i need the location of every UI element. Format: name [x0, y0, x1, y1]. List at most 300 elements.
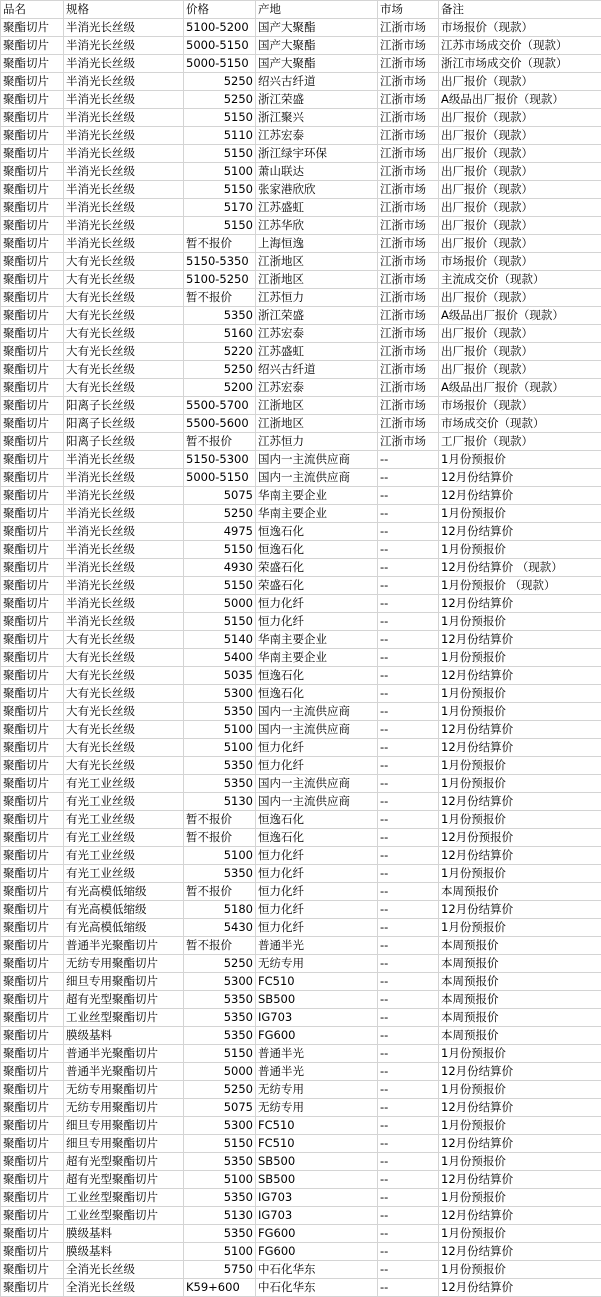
remark-cell: 1月份预报价 — [439, 1045, 601, 1063]
price-cell: 暂不报价 — [184, 433, 256, 451]
origin-cell: 江苏恒力 — [256, 433, 378, 451]
product-cell: 聚酯切片 — [1, 631, 64, 649]
header-product: 品名 — [1, 1, 64, 19]
spec-cell: 有光高模低缩级 — [64, 883, 184, 901]
spec-cell: 半消光长丝级 — [64, 199, 184, 217]
market-cell: -- — [378, 793, 439, 811]
remark-cell: 12月份结算价 — [439, 1135, 601, 1153]
origin-cell: 无纺专用 — [256, 1099, 378, 1117]
origin-cell: IG703 — [256, 1189, 378, 1207]
spec-cell: 半消光长丝级 — [64, 505, 184, 523]
product-cell: 聚酯切片 — [1, 595, 64, 613]
remark-cell: 12月份结算价 — [439, 739, 601, 757]
price-cell: 暂不报价 — [184, 289, 256, 307]
table-row — [1, 1153, 601, 1171]
product-cell: 聚酯切片 — [1, 829, 64, 847]
spec-cell: 普通半光聚酯切片 — [64, 937, 184, 955]
price-cell: 5500-5700 — [184, 397, 256, 415]
product-cell: 聚酯切片 — [1, 721, 64, 739]
product-cell: 聚酯切片 — [1, 865, 64, 883]
price-cell: 5035 — [184, 667, 256, 685]
market-cell: 江浙市场 — [378, 55, 439, 73]
spec-cell: 膜级基料 — [64, 1027, 184, 1045]
product-cell: 聚酯切片 — [1, 487, 64, 505]
price-cell: 5300 — [184, 1117, 256, 1135]
remark-cell: 12月份结算价 （现款） — [439, 559, 601, 577]
remark-cell: 1月份预报价 — [439, 1153, 601, 1171]
header-price: 价格 — [184, 1, 256, 19]
table-row — [1, 973, 601, 991]
table-row — [1, 235, 601, 253]
origin-cell: 张家港欣欣 — [256, 181, 378, 199]
product-cell: 聚酯切片 — [1, 739, 64, 757]
spec-cell: 无纺专用聚酯切片 — [64, 955, 184, 973]
product-cell: 聚酯切片 — [1, 37, 64, 55]
spec-cell: 大有光长丝级 — [64, 307, 184, 325]
product-cell: 聚酯切片 — [1, 883, 64, 901]
price-cell: 5150 — [184, 217, 256, 235]
origin-cell: 国内一主流供应商 — [256, 793, 378, 811]
market-cell: 江浙市场 — [378, 127, 439, 145]
product-cell: 聚酯切片 — [1, 1243, 64, 1261]
market-cell: 江浙市场 — [378, 145, 439, 163]
table-row — [1, 811, 601, 829]
remark-cell: 12月份结算价 — [439, 1207, 601, 1225]
remark-cell: 出厂报价（现款） — [439, 73, 601, 91]
origin-cell: 萧山联达 — [256, 163, 378, 181]
product-cell: 聚酯切片 — [1, 1063, 64, 1081]
price-cell: 5150 — [184, 613, 256, 631]
table-row — [1, 523, 601, 541]
table-row — [1, 595, 601, 613]
spec-cell: 大有光长丝级 — [64, 685, 184, 703]
product-cell: 聚酯切片 — [1, 163, 64, 181]
remark-cell: 出厂报价（现款） — [439, 181, 601, 199]
origin-cell: 恒逸石化 — [256, 541, 378, 559]
remark-cell: 1月份预报价 — [439, 685, 601, 703]
remark-cell: 出厂报价（现款） — [439, 325, 601, 343]
table-row — [1, 1117, 601, 1135]
spec-cell: 半消光长丝级 — [64, 523, 184, 541]
remark-cell: A级品出厂报价（现款） — [439, 307, 601, 325]
table-row — [1, 1171, 601, 1189]
origin-cell: 江苏宏泰 — [256, 325, 378, 343]
spec-cell: 超有光型聚酯切片 — [64, 1171, 184, 1189]
table-row — [1, 667, 601, 685]
spec-cell: 半消光长丝级 — [64, 73, 184, 91]
table-row — [1, 127, 601, 145]
market-cell: -- — [378, 559, 439, 577]
origin-cell: FG600 — [256, 1225, 378, 1243]
product-cell: 聚酯切片 — [1, 703, 64, 721]
origin-cell: 国内一主流供应商 — [256, 721, 378, 739]
table-row — [1, 145, 601, 163]
origin-cell: 江浙地区 — [256, 253, 378, 271]
origin-cell: 国产大聚酯 — [256, 37, 378, 55]
product-cell: 聚酯切片 — [1, 811, 64, 829]
price-cell: 5100-5250 — [184, 271, 256, 289]
table-row — [1, 1207, 601, 1225]
market-cell: 江浙市场 — [378, 325, 439, 343]
origin-cell: 江苏盛虹 — [256, 199, 378, 217]
spec-cell: 半消光长丝级 — [64, 559, 184, 577]
origin-cell: 荣盛石化 — [256, 559, 378, 577]
product-cell: 聚酯切片 — [1, 757, 64, 775]
table-row — [1, 1225, 601, 1243]
table-row — [1, 1045, 601, 1063]
remark-cell: 出厂报价（现款） — [439, 361, 601, 379]
table-row — [1, 631, 601, 649]
price-cell: 5100 — [184, 739, 256, 757]
market-cell: 江浙市场 — [378, 217, 439, 235]
market-cell: 江浙市场 — [378, 415, 439, 433]
spec-cell: 工业丝型聚酯切片 — [64, 1009, 184, 1027]
spec-cell: 大有光长丝级 — [64, 757, 184, 775]
origin-cell: 恒逸石化 — [256, 829, 378, 847]
price-cell: 暂不报价 — [184, 235, 256, 253]
origin-cell: 恒力化纤 — [256, 865, 378, 883]
market-cell: 江浙市场 — [378, 235, 439, 253]
spec-cell: 半消光长丝级 — [64, 577, 184, 595]
spec-cell: 超有光型聚酯切片 — [64, 991, 184, 1009]
market-cell: 江浙市场 — [378, 19, 439, 37]
table-row — [1, 1063, 601, 1081]
price-cell: 5250 — [184, 505, 256, 523]
market-cell: -- — [378, 451, 439, 469]
spec-cell: 半消光长丝级 — [64, 145, 184, 163]
table-row — [1, 1009, 601, 1027]
market-cell: -- — [378, 775, 439, 793]
table-row — [1, 415, 601, 433]
market-cell: -- — [378, 955, 439, 973]
remark-cell: 市场报价（现款） — [439, 19, 601, 37]
remark-cell: 12月份结算价 — [439, 523, 601, 541]
origin-cell: 恒力化纤 — [256, 847, 378, 865]
spec-cell: 无纺专用聚酯切片 — [64, 1099, 184, 1117]
product-cell: 聚酯切片 — [1, 577, 64, 595]
remark-cell: 浙江市场成交价（现款） — [439, 55, 601, 73]
product-cell: 聚酯切片 — [1, 667, 64, 685]
origin-cell: FC510 — [256, 973, 378, 991]
remark-cell: 1月份预报价 — [439, 451, 601, 469]
market-cell: -- — [378, 667, 439, 685]
remark-cell: 1月份预报价 （现款） — [439, 577, 601, 595]
product-cell: 聚酯切片 — [1, 937, 64, 955]
table-row — [1, 325, 601, 343]
remark-cell: 1月份预报价 — [439, 757, 601, 775]
remark-cell: 1月份预报价 — [439, 1117, 601, 1135]
table-row — [1, 181, 601, 199]
table-row — [1, 1243, 601, 1261]
product-cell: 聚酯切片 — [1, 271, 64, 289]
market-cell: -- — [378, 991, 439, 1009]
header-remark: 备注 — [439, 1, 601, 19]
product-cell: 聚酯切片 — [1, 361, 64, 379]
spec-cell: 半消光长丝级 — [64, 487, 184, 505]
remark-cell: 1月份预报价 — [439, 505, 601, 523]
spec-cell: 普通半光聚酯切片 — [64, 1063, 184, 1081]
price-cell: 5100 — [184, 1243, 256, 1261]
market-cell: -- — [378, 577, 439, 595]
market-cell: 江浙市场 — [378, 91, 439, 109]
table-row — [1, 937, 601, 955]
origin-cell: 国内一主流供应商 — [256, 451, 378, 469]
remark-cell: A级品出厂报价（现款） — [439, 379, 601, 397]
market-cell: -- — [378, 685, 439, 703]
origin-cell: IG703 — [256, 1207, 378, 1225]
remark-cell: 1月份预报价 — [439, 613, 601, 631]
origin-cell: FG600 — [256, 1027, 378, 1045]
market-cell: -- — [378, 901, 439, 919]
market-cell: -- — [378, 523, 439, 541]
price-cell: K59+600 — [184, 1279, 256, 1297]
market-cell: 江浙市场 — [378, 397, 439, 415]
origin-cell: 恒逸石化 — [256, 523, 378, 541]
product-cell: 聚酯切片 — [1, 325, 64, 343]
price-cell: 5500-5600 — [184, 415, 256, 433]
market-cell: -- — [378, 883, 439, 901]
market-cell: 江浙市场 — [378, 163, 439, 181]
origin-cell: 国产大聚酯 — [256, 19, 378, 37]
remark-cell: 市场报价（现款） — [439, 253, 601, 271]
origin-cell: 江苏恒力 — [256, 289, 378, 307]
market-cell: -- — [378, 1063, 439, 1081]
price-cell: 5170 — [184, 199, 256, 217]
price-cell: 5350 — [184, 865, 256, 883]
spec-cell: 阳离子长丝级 — [64, 415, 184, 433]
price-cell: 5100 — [184, 847, 256, 865]
remark-cell: 1月份预报价 — [439, 865, 601, 883]
price-cell: 5350 — [184, 1153, 256, 1171]
origin-cell: FG600 — [256, 1243, 378, 1261]
origin-cell: 恒力化纤 — [256, 739, 378, 757]
product-cell: 聚酯切片 — [1, 1135, 64, 1153]
remark-cell: 市场报价（现款） — [439, 397, 601, 415]
origin-cell: 中石化华东 — [256, 1261, 378, 1279]
spec-cell: 半消光长丝级 — [64, 37, 184, 55]
market-cell: -- — [378, 739, 439, 757]
product-cell: 聚酯切片 — [1, 451, 64, 469]
price-cell: 5350 — [184, 1225, 256, 1243]
price-cell: 5150 — [184, 109, 256, 127]
origin-cell: 华南主要企业 — [256, 505, 378, 523]
origin-cell: IG703 — [256, 1009, 378, 1027]
origin-cell: FC510 — [256, 1135, 378, 1153]
product-cell: 聚酯切片 — [1, 919, 64, 937]
spec-cell: 大有光长丝级 — [64, 379, 184, 397]
price-cell: 5150 — [184, 181, 256, 199]
market-cell: -- — [378, 1279, 439, 1297]
spec-cell: 有光工业丝级 — [64, 793, 184, 811]
remark-cell: 本周预报价 — [439, 1027, 601, 1045]
market-cell: -- — [378, 829, 439, 847]
origin-cell: 恒力化纤 — [256, 613, 378, 631]
product-cell: 聚酯切片 — [1, 55, 64, 73]
table-row — [1, 343, 601, 361]
remark-cell: 出厂报价（现款） — [439, 235, 601, 253]
remark-cell: 本周预报价 — [439, 973, 601, 991]
price-cell: 5000-5150 — [184, 55, 256, 73]
price-cell: 5350 — [184, 703, 256, 721]
table-row — [1, 1081, 601, 1099]
product-cell: 聚酯切片 — [1, 199, 64, 217]
price-cell: 5100 — [184, 721, 256, 739]
price-cell: 5100 — [184, 1171, 256, 1189]
spec-cell: 全消光长丝级 — [64, 1279, 184, 1297]
price-cell: 5110 — [184, 127, 256, 145]
table-row — [1, 847, 601, 865]
spec-cell: 大有光长丝级 — [64, 325, 184, 343]
price-cell: 5140 — [184, 631, 256, 649]
origin-cell: 华南主要企业 — [256, 649, 378, 667]
remark-cell: A级品出厂报价（现款） — [439, 91, 601, 109]
origin-cell: 江浙地区 — [256, 415, 378, 433]
product-cell: 聚酯切片 — [1, 685, 64, 703]
table-row — [1, 19, 601, 37]
product-cell: 聚酯切片 — [1, 19, 64, 37]
product-cell: 聚酯切片 — [1, 1279, 64, 1297]
spec-cell: 半消光长丝级 — [64, 595, 184, 613]
price-cell: 5150 — [184, 577, 256, 595]
product-cell: 聚酯切片 — [1, 307, 64, 325]
remark-cell: 12月份结算价 — [439, 847, 601, 865]
remark-cell: 12月份结算价 — [439, 487, 601, 505]
price-cell: 5150 — [184, 1045, 256, 1063]
spec-cell: 全消光长丝级 — [64, 1261, 184, 1279]
spec-cell: 半消光长丝级 — [64, 19, 184, 37]
table-row — [1, 559, 601, 577]
table-row — [1, 73, 601, 91]
price-cell: 5400 — [184, 649, 256, 667]
product-cell: 聚酯切片 — [1, 1081, 64, 1099]
origin-cell: SB500 — [256, 1153, 378, 1171]
spec-cell: 有光工业丝级 — [64, 865, 184, 883]
market-cell: -- — [378, 631, 439, 649]
remark-cell: 12月份结算价 — [439, 1063, 601, 1081]
market-cell: -- — [378, 1027, 439, 1045]
table-row — [1, 469, 601, 487]
table-row — [1, 55, 601, 73]
product-cell: 聚酯切片 — [1, 1153, 64, 1171]
market-cell: -- — [378, 811, 439, 829]
table-row — [1, 1027, 601, 1045]
remark-cell: 出厂报价（现款） — [439, 145, 601, 163]
spec-cell: 有光高模低缩级 — [64, 919, 184, 937]
origin-cell: 江苏华欣 — [256, 217, 378, 235]
origin-cell: 无纺专用 — [256, 955, 378, 973]
origin-cell: 浙江绿宇环保 — [256, 145, 378, 163]
product-cell: 聚酯切片 — [1, 145, 64, 163]
remark-cell: 工厂报价（现款） — [439, 433, 601, 451]
spec-cell: 普通半光聚酯切片 — [64, 1045, 184, 1063]
spec-cell: 大有光长丝级 — [64, 721, 184, 739]
market-cell: -- — [378, 1153, 439, 1171]
price-cell: 4975 — [184, 523, 256, 541]
remark-cell: 12月份结算价 — [439, 901, 601, 919]
product-cell: 聚酯切片 — [1, 649, 64, 667]
product-cell: 聚酯切片 — [1, 955, 64, 973]
remark-cell: 出厂报价（现款） — [439, 163, 601, 181]
table-row — [1, 883, 601, 901]
remark-cell: 出厂报价（现款） — [439, 199, 601, 217]
remark-cell: 12月份结算价 — [439, 721, 601, 739]
origin-cell: 上海恒逸 — [256, 235, 378, 253]
product-cell: 聚酯切片 — [1, 1189, 64, 1207]
market-cell: 江浙市场 — [378, 37, 439, 55]
market-cell: -- — [378, 1189, 439, 1207]
remark-cell: 出厂报价（现款） — [439, 217, 601, 235]
price-cell: 5350 — [184, 307, 256, 325]
origin-cell: 浙江荣盛 — [256, 307, 378, 325]
table-row — [1, 163, 601, 181]
table-row — [1, 451, 601, 469]
table-row — [1, 991, 601, 1009]
price-cell: 5200 — [184, 379, 256, 397]
price-cell: 5750 — [184, 1261, 256, 1279]
market-cell: 江浙市场 — [378, 271, 439, 289]
spec-cell: 有光工业丝级 — [64, 829, 184, 847]
spec-cell: 半消光长丝级 — [64, 469, 184, 487]
price-cell: 5150 — [184, 541, 256, 559]
spec-cell: 工业丝型聚酯切片 — [64, 1207, 184, 1225]
table-row — [1, 577, 601, 595]
product-cell: 聚酯切片 — [1, 1099, 64, 1117]
spec-cell: 膜级基料 — [64, 1243, 184, 1261]
origin-cell: 恒逸石化 — [256, 811, 378, 829]
product-cell: 聚酯切片 — [1, 415, 64, 433]
market-cell: 江浙市场 — [378, 253, 439, 271]
market-cell: 江浙市场 — [378, 343, 439, 361]
spec-cell: 大有光长丝级 — [64, 271, 184, 289]
market-cell: -- — [378, 1225, 439, 1243]
market-cell: -- — [378, 1081, 439, 1099]
spec-cell: 半消光长丝级 — [64, 541, 184, 559]
price-cell: 5000 — [184, 1063, 256, 1081]
table-row — [1, 109, 601, 127]
spec-cell: 大有光长丝级 — [64, 739, 184, 757]
remark-cell: 1月份预报价 — [439, 919, 601, 937]
origin-cell: 浙江荣盛 — [256, 91, 378, 109]
spec-cell: 半消光长丝级 — [64, 55, 184, 73]
market-cell: -- — [378, 919, 439, 937]
header-market: 市场 — [378, 1, 439, 19]
product-cell: 聚酯切片 — [1, 523, 64, 541]
remark-cell: 12月份结算价 — [439, 667, 601, 685]
price-cell: 暂不报价 — [184, 883, 256, 901]
remark-cell: 出厂报价（现款） — [439, 109, 601, 127]
spec-cell: 有光工业丝级 — [64, 811, 184, 829]
spec-cell: 大有光长丝级 — [64, 703, 184, 721]
spec-cell: 细旦专用聚酯切片 — [64, 973, 184, 991]
origin-cell: 江苏宏泰 — [256, 379, 378, 397]
price-cell: 5075 — [184, 487, 256, 505]
table-row — [1, 901, 601, 919]
price-cell: 5100 — [184, 163, 256, 181]
product-cell: 聚酯切片 — [1, 613, 64, 631]
remark-cell: 1月份预报价 — [439, 541, 601, 559]
market-cell: -- — [378, 469, 439, 487]
spec-cell: 半消光长丝级 — [64, 451, 184, 469]
origin-cell: 绍兴古纤道 — [256, 73, 378, 91]
header-spec: 规格 — [64, 1, 184, 19]
spec-cell: 细旦专用聚酯切片 — [64, 1135, 184, 1153]
table-row — [1, 253, 601, 271]
table-row — [1, 199, 601, 217]
price-cell: 暂不报价 — [184, 829, 256, 847]
origin-cell: 无纺专用 — [256, 1081, 378, 1099]
market-cell: -- — [378, 721, 439, 739]
product-cell: 聚酯切片 — [1, 379, 64, 397]
